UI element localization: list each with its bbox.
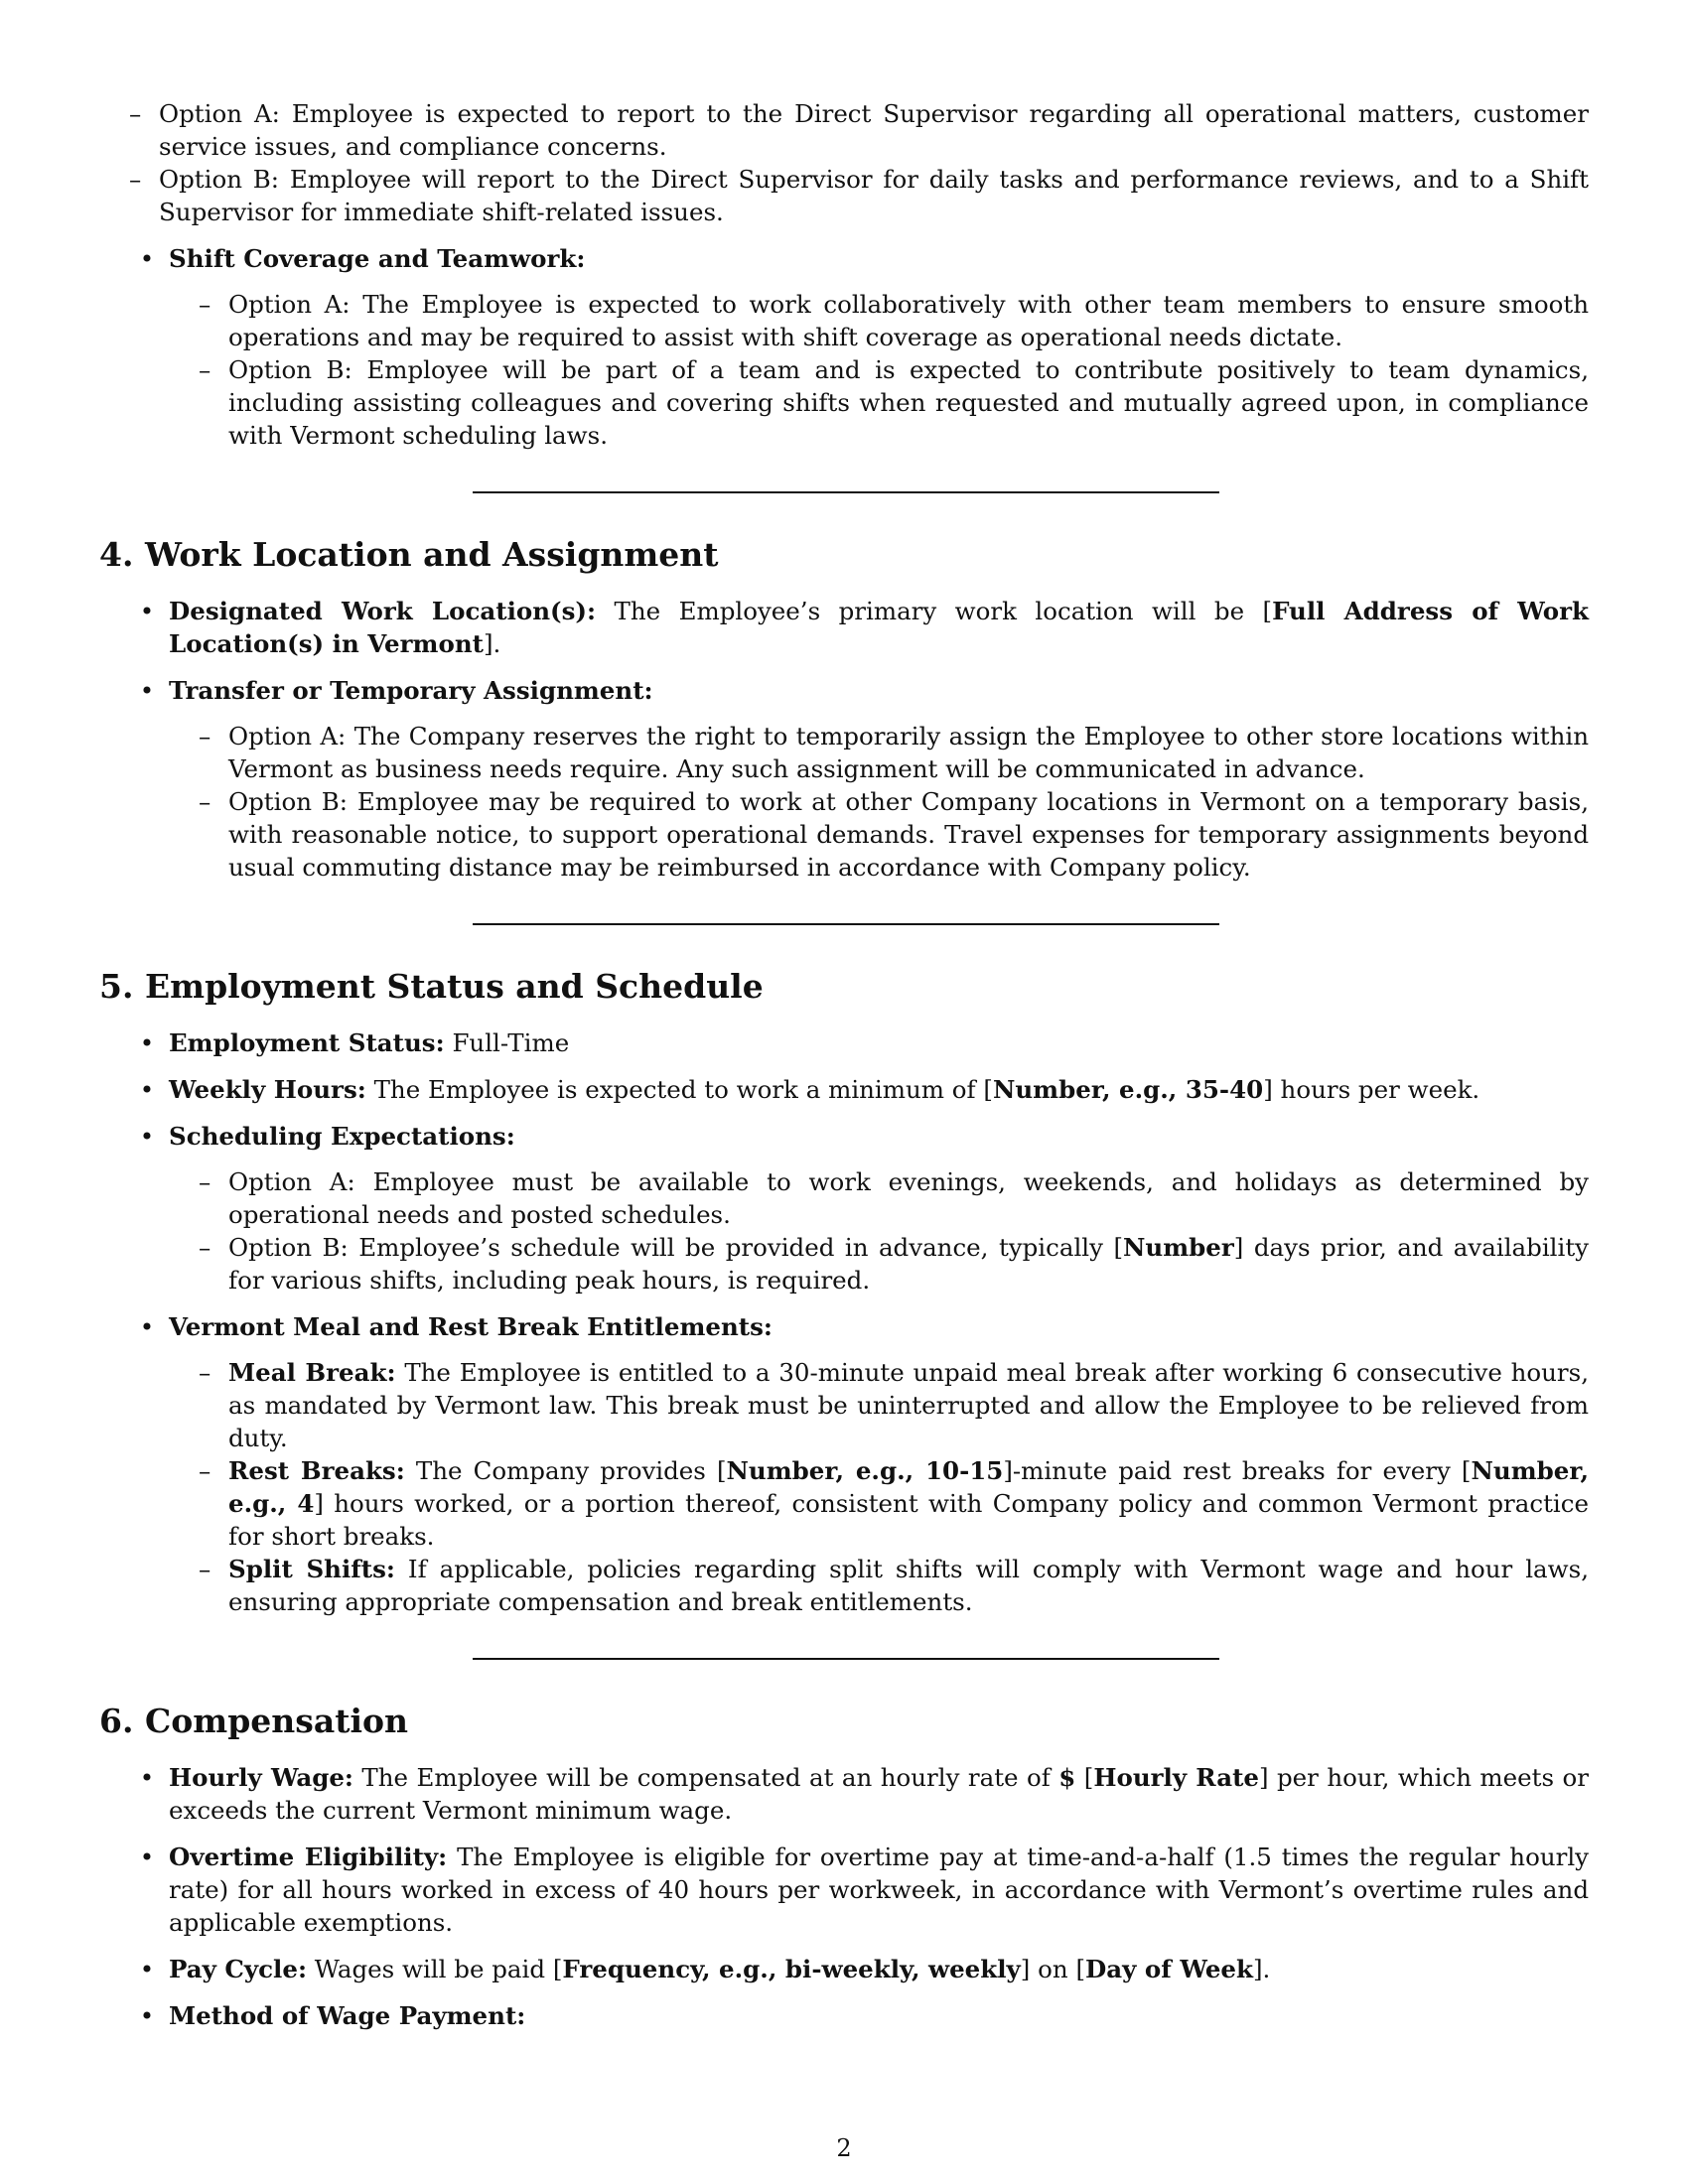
bullet: •	[139, 1028, 155, 1057]
placeholder-field: Frequency, e.g., bi-weekly, weekly	[562, 1955, 1021, 1983]
option-label: Option B:	[159, 165, 280, 194]
placeholder-field: Number	[1123, 1233, 1234, 1262]
option-text: Employee may be required to work at other Company locations in Vermont on a temporary basis, with reasonable notice, to support operational demands. Travel expenses for temporary assignments beyond usual commuting distance may be reimbursed in accordance with Company policy.	[228, 787, 1589, 882]
transfer-option-b	[169, 785, 1589, 884]
dash-bullet: –	[199, 290, 211, 319]
option-label: Option B:	[228, 355, 352, 384]
bullet: •	[139, 1312, 155, 1341]
item-title: Employment Status:	[169, 1028, 445, 1057]
option-text: Employee must be available to work evenings, weekends, and holidays as determined by operational needs and posted schedules.	[228, 1167, 1589, 1229]
placeholder-field: Full Address of Work Location(s) in Vermont	[169, 597, 1589, 658]
option-text: ] hours worked, or a portion thereof, consistent with Company policy and common Vermont practice for short breaks.	[228, 1489, 1589, 1551]
break-options	[169, 1356, 1589, 1618]
section-number: 4.	[99, 535, 134, 574]
section-title: Compensation	[145, 1702, 408, 1740]
currency-symbol: $	[1058, 1763, 1076, 1792]
dash-bullet: –	[199, 1555, 211, 1583]
section4-list	[99, 595, 1589, 884]
item-text: ].	[483, 629, 501, 658]
option-text: The Employee is entitled to a 30-minute unpaid meal break after working 6 consecutive hours, as mandated by Vermont law. This break must be uninterrupted and allow the Employee to be relieved from duty.	[228, 1358, 1589, 1452]
option-label: Split Shifts:	[228, 1555, 395, 1583]
reporting-option-b	[99, 163, 1589, 228]
option-label: Option A:	[228, 722, 347, 751]
bullet: •	[139, 597, 155, 625]
dash-bullet: –	[199, 1358, 211, 1387]
bullet: •	[139, 1843, 155, 1871]
option-label: Option A:	[159, 99, 280, 128]
option-label: Meal Break:	[228, 1358, 396, 1387]
item-text: ].	[1253, 1955, 1271, 1983]
option-text: The Employee is expected to work collaboratively with other team members to ensure smooth operations and may be required to assist with shift coverage as operational needs dictate.	[228, 290, 1589, 351]
bullet: •	[139, 1075, 155, 1104]
option-label: Option A:	[228, 1167, 355, 1196]
item-text: [	[1075, 1763, 1094, 1792]
bullet: •	[139, 1763, 155, 1792]
item-title: Pay Cycle:	[169, 1955, 307, 1983]
rest-breaks	[169, 1454, 1589, 1553]
option-text: Employee’s schedule will be provided in advance, typically [	[358, 1233, 1124, 1262]
item-title: Vermont Meal and Rest Break Entitlements:	[169, 1312, 773, 1341]
break-entitlements-item	[99, 1310, 1589, 1618]
item-text: ] hours per week.	[1263, 1075, 1480, 1104]
section6-list	[99, 1761, 1589, 2032]
weekly-hours-item	[99, 1073, 1589, 1106]
option-label: Option A:	[228, 290, 351, 319]
bullet: •	[139, 1955, 155, 1983]
section5-list	[99, 1026, 1589, 1618]
scheduling-option-a	[169, 1165, 1589, 1231]
item-text: The Employee is expected to work a minimum of [	[373, 1075, 993, 1104]
overtime-item	[99, 1841, 1589, 1939]
item-value: Full-Time	[452, 1028, 570, 1057]
item-text: ] per hour, which meets or exceeds the current Vermont minimum wage.	[169, 1763, 1589, 1825]
item-text: Wages will be paid [	[314, 1955, 563, 1983]
dash-bullet: –	[129, 165, 142, 194]
shift-option-a	[169, 288, 1589, 353]
hourly-wage-item	[99, 1761, 1589, 1827]
bullet: •	[139, 2001, 155, 2030]
transfer-options	[169, 720, 1589, 884]
placeholder-field: Number, e.g., 35-40	[992, 1075, 1264, 1104]
item-text: The Employee’s primary work location will be [	[614, 597, 1273, 625]
dash-bullet: –	[199, 355, 211, 384]
section-heading-4	[99, 533, 1589, 577]
transfer-item	[99, 674, 1589, 884]
option-text: ]-minute paid rest breaks for every [	[1003, 1456, 1472, 1485]
dash-bullet: –	[129, 99, 142, 128]
employment-status-item	[99, 1026, 1589, 1059]
dash-bullet: –	[199, 787, 211, 816]
section-heading-5	[99, 965, 1589, 1009]
section-number: 5.	[99, 967, 134, 1006]
placeholder-field: Number, e.g., 10-15	[726, 1456, 1004, 1485]
dash-bullet: –	[199, 1233, 211, 1262]
option-text: The Company reserves the right to temporarily assign the Employee to other store locations within Vermont as business needs require. Any such assignment will be communicated in advance.	[228, 722, 1589, 783]
item-title: Shift Coverage and Teamwork:	[169, 244, 586, 273]
designated-location-item	[99, 595, 1589, 660]
document-content	[99, 97, 1589, 2046]
item-title: Transfer or Temporary Assignment:	[169, 676, 653, 705]
dash-bullet: –	[199, 1167, 211, 1196]
wage-payment-method-item	[99, 1999, 1589, 2032]
split-shifts	[169, 1553, 1589, 1618]
dash-bullet: –	[199, 1456, 211, 1485]
shift-coverage-options	[169, 288, 1589, 452]
reporting-options-list	[99, 97, 1589, 228]
item-title: Designated Work Location(s):	[169, 597, 597, 625]
option-text: If applicable, policies regarding split shifts will comply with Vermont wage and hour laws, ensuring appropriate compensation and break entitlements.	[228, 1555, 1589, 1616]
bullet: •	[139, 676, 155, 705]
section-heading-6	[99, 1700, 1589, 1743]
meal-break	[169, 1356, 1589, 1454]
item-text: ] on [	[1020, 1955, 1086, 1983]
bullet: •	[139, 244, 155, 273]
shift-coverage-item	[99, 242, 1589, 452]
option-text: Employee will be part of a team and is expected to contribute positively to team dynamics, including assisting colleagues and covering shifts when requested and mutually agreed upon, in compliance with Vermont scheduling laws.	[228, 355, 1589, 450]
placeholder-field: Number, e.g., 4	[228, 1456, 1589, 1518]
placeholder-field: Day of Week	[1085, 1955, 1253, 1983]
transfer-option-a	[169, 720, 1589, 785]
option-text: Employee is expected to report to the Direct Supervisor regarding all operational matters, customer service issues, and compliance concerns.	[159, 99, 1589, 161]
option-label: Option B:	[228, 1233, 349, 1262]
placeholder-field: Hourly Rate	[1093, 1763, 1259, 1792]
option-label: Rest Breaks:	[228, 1456, 405, 1485]
item-title: Scheduling Expectations:	[169, 1122, 515, 1151]
scheduling-options	[169, 1165, 1589, 1297]
pay-cycle-item	[99, 1953, 1589, 1985]
page-number: 2	[836, 2134, 852, 2162]
scheduling-item	[99, 1120, 1589, 1297]
section-divider	[473, 1658, 1219, 1660]
option-text: ] days prior, and availability for various shifts, including peak hours, is required.	[228, 1233, 1590, 1295]
option-label: Option B:	[228, 787, 349, 816]
item-title: Overtime Eligibility:	[169, 1843, 448, 1871]
option-text: The Company provides [	[415, 1456, 727, 1485]
item-title: Hourly Wage:	[169, 1763, 353, 1792]
section-title: Work Location and Assignment	[145, 535, 719, 574]
section-divider	[473, 491, 1219, 493]
bullet: •	[139, 1122, 155, 1151]
item-title: Weekly Hours:	[169, 1075, 366, 1104]
section-title: Employment Status and Schedule	[145, 967, 764, 1006]
section3-list	[99, 242, 1589, 452]
scheduling-option-b	[169, 1231, 1589, 1297]
item-title: Method of Wage Payment:	[169, 2001, 526, 2030]
option-text: Employee will report to the Direct Supervisor for daily tasks and performance reviews, and to a Shift Supervisor for immediate shift-related issues.	[159, 165, 1589, 226]
item-text: The Employee will be compensated at an hourly rate of	[361, 1763, 1059, 1792]
item-text: The Employee is eligible for overtime pay at time-and-a-half (1.5 times the regular hourly rate) for all hours worked in excess of 40 hours per workweek, in accordance with Vermont’s overtime rules and applicable exemptions.	[169, 1843, 1589, 1937]
dash-bullet: –	[199, 722, 211, 751]
reporting-option-a	[99, 97, 1589, 163]
shift-option-b	[169, 353, 1589, 452]
section-number: 6.	[99, 1702, 134, 1740]
section-divider	[473, 923, 1219, 925]
